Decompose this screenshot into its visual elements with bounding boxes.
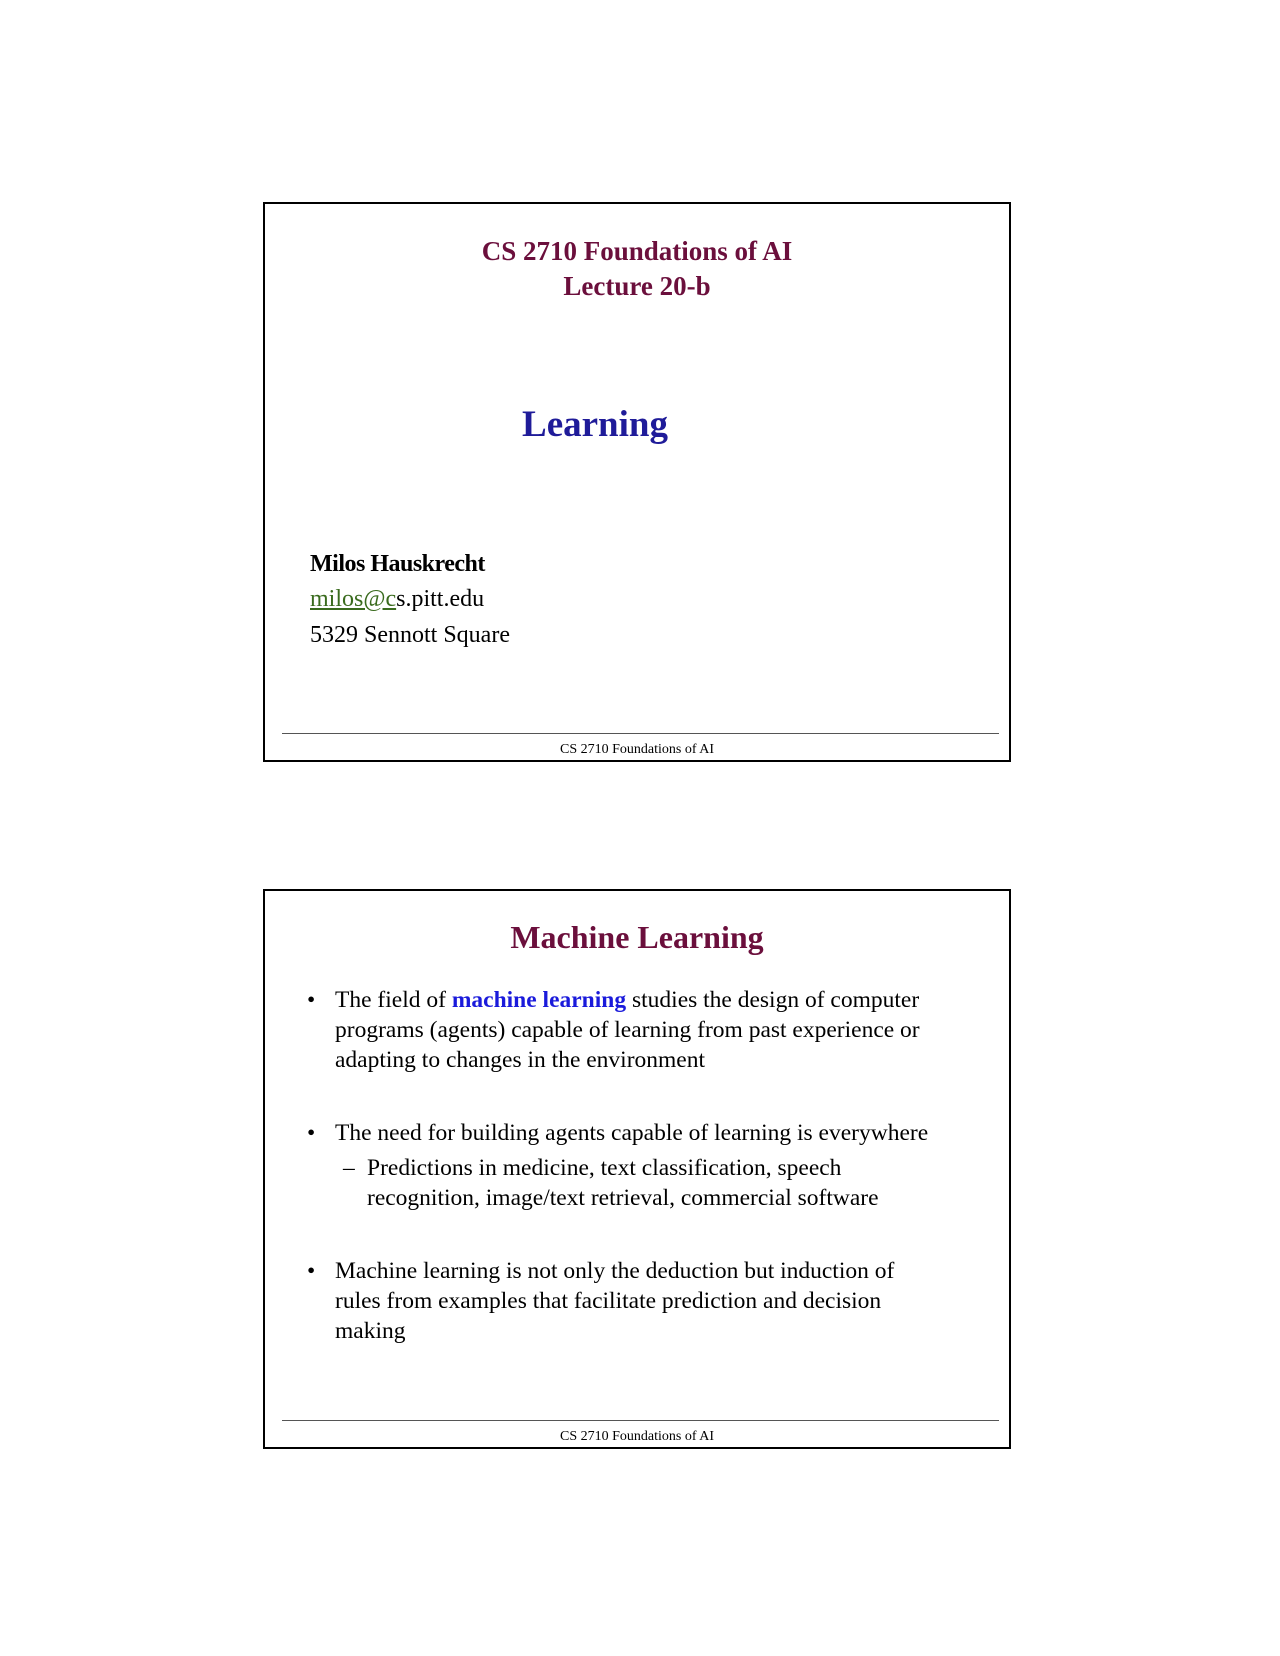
highlight-term: machine learning bbox=[451, 987, 627, 1013]
sub-bullet-line: Predictions in medicine, text classification, speech bbox=[367, 1155, 842, 1181]
footer-divider bbox=[282, 1420, 999, 1421]
dash-glyph: – bbox=[343, 1155, 355, 1181]
lecture-number: Lecture 20-b bbox=[563, 271, 711, 301]
footer-divider bbox=[282, 733, 999, 734]
slide-1 bbox=[263, 202, 1011, 762]
slide-title: Learning bbox=[522, 404, 668, 445]
bullet-text-line: adapting to changes in the environment bbox=[335, 1047, 706, 1073]
bullet-text-line: Machine learning is not only the deduction but induction of bbox=[335, 1258, 895, 1284]
bullet-text: The need for building agents capable of learning is everywhere bbox=[335, 1120, 929, 1146]
office-location: 5329 Sennott Square bbox=[310, 622, 510, 648]
bullet-glyph: • bbox=[307, 1258, 316, 1284]
sub-bullet-line: recognition, image/text retrieval, commercial software bbox=[367, 1185, 879, 1211]
bullet-text bbox=[335, 985, 975, 1075]
email-domain: s.pitt.edu bbox=[396, 586, 485, 612]
author-email bbox=[310, 586, 484, 613]
bullet-text bbox=[335, 1256, 975, 1346]
slide-footer: CS 2710 Foundations of AI bbox=[559, 1429, 714, 1444]
bullet-text-line: making bbox=[335, 1318, 406, 1344]
sub-bullet-text bbox=[367, 1153, 957, 1213]
slide-2 bbox=[263, 889, 1011, 1449]
bullet-glyph: • bbox=[307, 987, 316, 1013]
slide-title: Machine Learning bbox=[510, 919, 764, 955]
slide-footer: CS 2710 Foundations of AI bbox=[559, 742, 714, 757]
bullet-text-part: The field of bbox=[335, 987, 452, 1013]
course-title: CS 2710 Foundations of AI bbox=[481, 236, 793, 266]
author-name: Milos Hauskrecht bbox=[310, 551, 485, 577]
email-link[interactable]: milos@c bbox=[310, 586, 397, 612]
bullet-text-line: rules from examples that facilitate prediction and decision bbox=[335, 1288, 882, 1314]
bullet-text-part: studies the design of computer bbox=[626, 987, 920, 1013]
bullet-glyph: • bbox=[307, 1120, 316, 1146]
bullet-text-line: programs (agents) capable of learning from past experience or bbox=[335, 1017, 920, 1043]
